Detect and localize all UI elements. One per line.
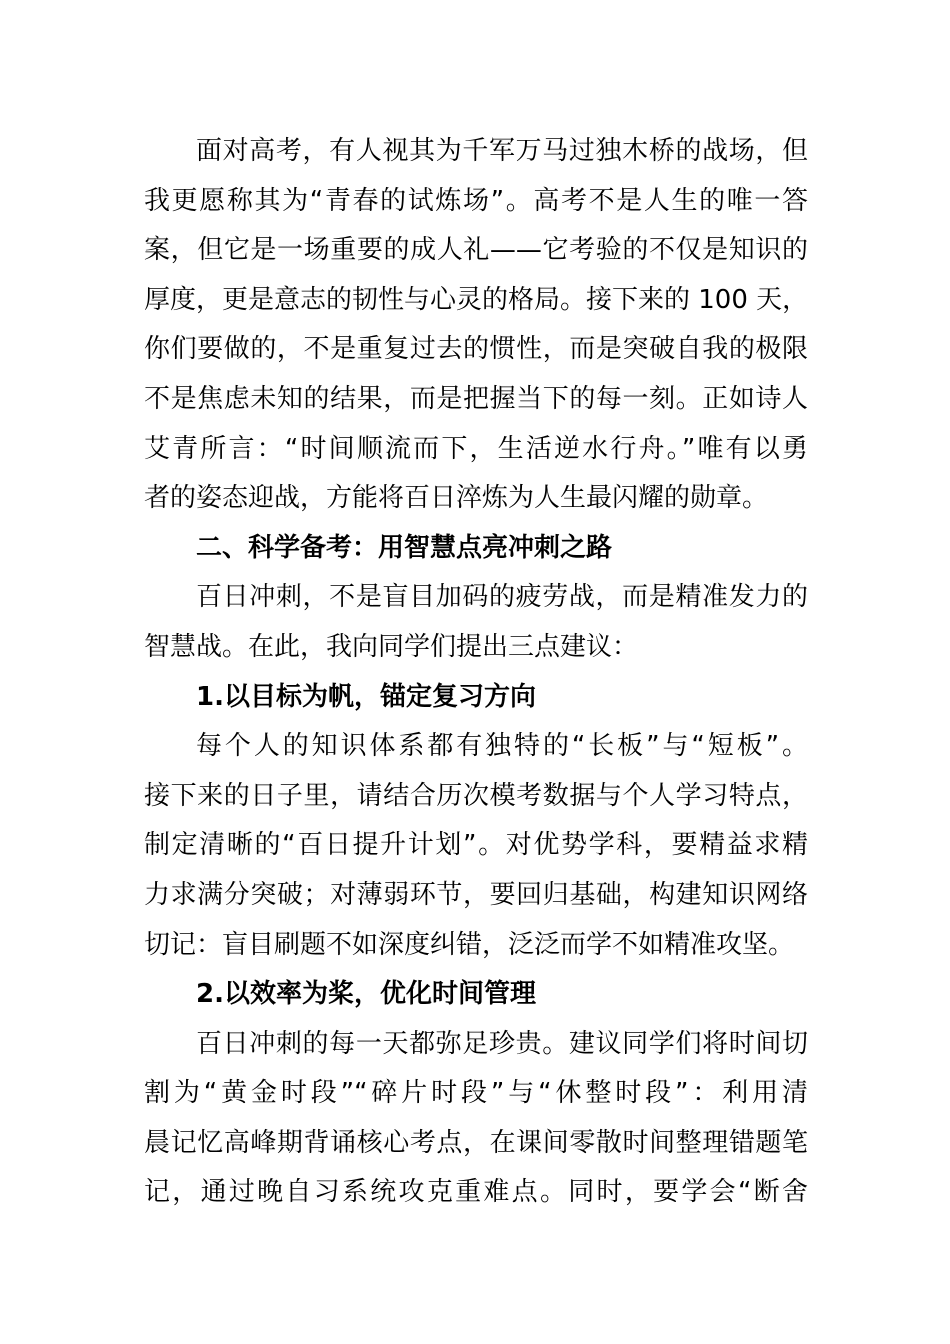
paragraph-line: 接下来的日子里，请结合历次模考数据与个人学习特点，: [144, 780, 808, 811]
paragraph-line: 智慧战。在此，我向同学们提出三点建议：: [144, 631, 639, 662]
paragraph-line: 厚度，更是意志的韧性与心灵的格局。接下来的 100 天，: [144, 284, 808, 315]
paragraph-line: 者的姿态迎战，方能将百日淬炼为人生最闪耀的勋章。: [144, 483, 769, 514]
paragraph-line: 面对高考，有人视其为千军万马过独木桥的战场，但: [196, 136, 808, 166]
paragraph-line: 百日冲刺的每一天都弥足珍贵。建议同学们将时间切: [196, 1028, 808, 1059]
paragraph-line: 不是焦虑未知的结果，而是把握当下的每一刻。正如诗人: [144, 383, 808, 414]
paragraph-line: 晨记忆高峰期背诵核心考点，在课间零散时间整理错题笔: [144, 1127, 808, 1158]
section-heading: 2.以效率为桨，优化时间管理: [196, 979, 536, 1010]
paragraph-line: 割为“黄金时段”“碎片时段”与“休整时段”：利用清: [144, 1078, 808, 1109]
paragraph-line: 我更愿称其为“青春的试炼场”。高考不是人生的唯一答: [144, 185, 808, 216]
paragraph-line: 切记：盲目刷题不如深度纠错，泛泛而学不如精准攻坚。: [144, 929, 795, 960]
document-body: [144, 127, 808, 1218]
section-heading: 二、科学备考：用智慧点亮冲刺之路: [196, 532, 613, 563]
paragraph-line: 记，通过晚自习系统攻克重难点。同时，要学会“断舍: [144, 1177, 808, 1208]
paragraph-line: 百日冲刺，不是盲目加码的疲劳战，而是精准发力的: [196, 582, 808, 613]
paragraph-line: 力求满分突破；对薄弱环节，要回归基础，构建知识网络: [144, 879, 808, 910]
paragraph-line: 每个人的知识体系都有独特的“长板”与“短板”。: [196, 731, 808, 762]
paragraph-line: 你们要做的，不是重复过去的惯性，而是突破自我的极限: [144, 334, 808, 365]
paragraph-line: 艾青所言：“时间顺流而下，生活逆水行舟。”唯有以勇: [144, 433, 808, 464]
paragraph-line: 案，但它是一场重要的成人礼——它考验的不仅是知识的: [144, 235, 808, 266]
section-heading: 1.以目标为帆，锚定复习方向: [196, 681, 536, 712]
paragraph-line: 制定清晰的“百日提升计划”。对优势学科，要精益求精: [144, 830, 808, 861]
